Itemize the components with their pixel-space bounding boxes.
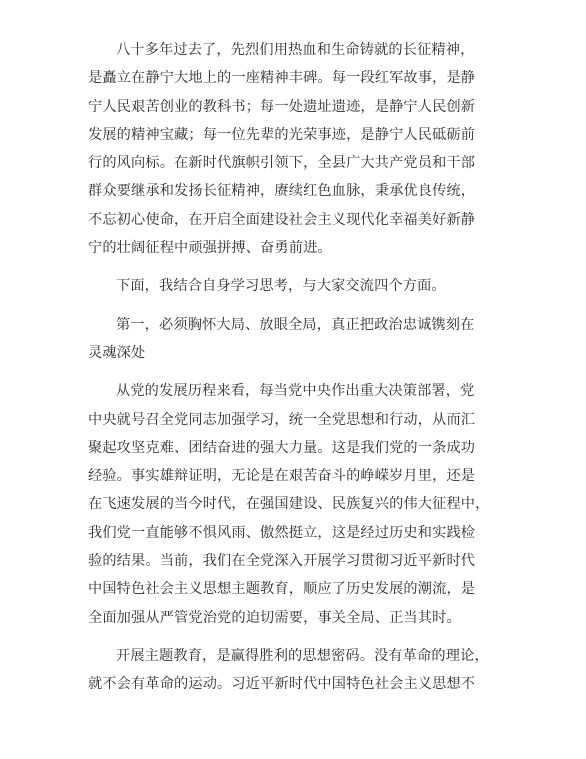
- paragraph-theme-education: [88, 642, 525, 699]
- text-line: 经验。事实雄辩证明，无论是在艰苦奋斗的峥嵘岁月里，还是: [88, 468, 476, 485]
- text-line: 宁人民艰苦创业的教科书；每一处遗址遗迹，是静宁人民创新: [88, 98, 476, 115]
- text-line: 开展主题教育，是赢得胜利的思想密码。没有革命的理论，: [116, 647, 489, 664]
- text-line: 不忘初心使命，在开启全面建设社会主义现代化幸福美好新静: [88, 211, 476, 228]
- paragraph-party-history: [88, 377, 525, 632]
- text-line: 从党的发展历程来看，每当党中央作出重大决策部署，党: [116, 383, 475, 400]
- text-line: 第一，必须胸怀大局、放眼全局，真正把政治忠诚镌刻在: [116, 316, 475, 333]
- text-line: 在飞速发展的当今时代，在强国建设、民族复兴的伟大征程中，: [88, 496, 490, 513]
- text-line: 行的风向标。在新时代旗帜引领下，全县广大共产党员和干部: [88, 155, 476, 172]
- paragraph-intro: [88, 272, 525, 300]
- text-line: 聚起攻坚克难、团结奋进的强大力量。这是我们党的一条成功: [88, 439, 476, 456]
- section-heading-first: [88, 311, 525, 368]
- text-line: 是矗立在静宁大地上的一座精神丰碑。每一段红军故事，是静: [88, 70, 476, 87]
- text-line: 宁的壮阔征程中顽强拼搏、奋勇前进。: [88, 240, 332, 257]
- text-line: 全面加强从严管党治党的迫切需要，事关全局、正当其时。: [88, 609, 461, 626]
- text-line: 就不会有革命的运动。习近平新时代中国特色社会主义思想不: [88, 676, 476, 693]
- document-body: [88, 36, 525, 709]
- text-line: 灵魂深处: [88, 344, 146, 361]
- text-line: 验的结果。当前，我们在全党深入开展学习贯彻习近平新时代: [88, 553, 476, 570]
- text-line: 我们党一直能够不惧风雨、傲然挺立，这是经过历史和实践检: [88, 524, 476, 541]
- text-line: 中国特色社会主义思想主题教育，顺应了历史发展的潮流，是: [88, 581, 476, 598]
- text-line: 群众要继承和发扬长征精神，赓续红色血脉，秉承优良传统，: [88, 183, 476, 200]
- text-line: 下面，我结合自身学习思考，与大家交流四个方面。: [116, 278, 446, 295]
- paragraph-long-march-spirit: [88, 36, 525, 262]
- text-line: 中央就号召全党同志加强学习，统一全党思想和行动，从而汇: [88, 411, 476, 428]
- text-line: 八十多年过去了，先烈们用热血和生命铸就的长征精神，: [116, 42, 475, 58]
- text-line: 发展的精神宝藏；每一位先辈的光荣事迹，是静宁人民砥砺前: [88, 126, 476, 143]
